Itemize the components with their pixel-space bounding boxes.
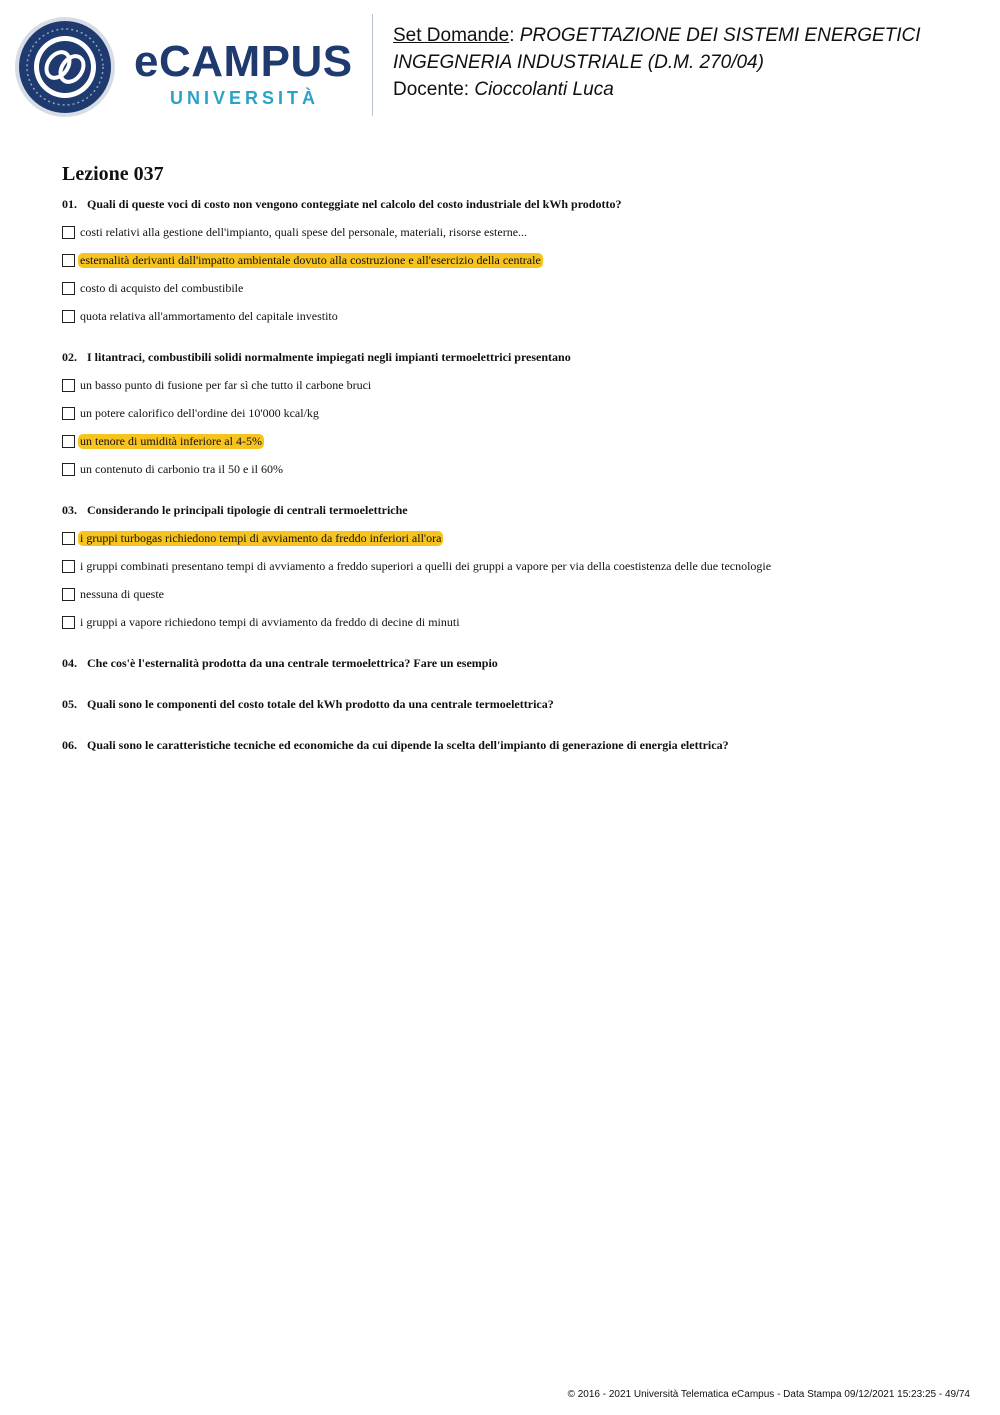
question-block (62, 655, 962, 671)
question-label: Che cos'è l'esternalità prodotta da una centrale termoelettrica? Fare un esempio (87, 656, 498, 670)
answer-text: costi relativi alla gestione dell'impianto, quali spese del personale, materiali, risorse esterne... (80, 224, 528, 239)
answer-option-correct[interactable] (62, 252, 962, 268)
answer-checkbox[interactable] (62, 588, 75, 601)
course-title: PROGETTAZIONE DEI SISTEMI ENERGETICI (519, 25, 921, 46)
answer-option-correct[interactable] (62, 433, 962, 449)
question-number: 04. (62, 656, 77, 670)
answer-option[interactable] (62, 558, 962, 574)
question-block (62, 196, 962, 324)
question-text (62, 349, 962, 365)
question-block (62, 349, 962, 477)
answer-text: i gruppi a vapore richiedono tempi di avviamento da freddo di decine di minuti (80, 614, 460, 629)
page-footer: © 2016 - 2021 Università Telematica eCampus - Data Stampa 09/12/2021 15:23:25 - 49/74 (567, 1389, 970, 1400)
answer-text: un contenuto di carbonio tra il 50 e il 60% (80, 461, 283, 476)
question-text (62, 737, 962, 753)
answer-checkbox[interactable] (62, 407, 75, 420)
set-label: Set Domande (393, 25, 510, 46)
question-block (62, 737, 962, 753)
question-text (62, 655, 962, 671)
question-number: 03. (62, 503, 77, 517)
question-text (62, 502, 962, 518)
answer-checkbox[interactable] (62, 226, 75, 239)
course-program: INGEGNERIA INDUSTRIALE (D.M. 270/04) (393, 52, 764, 73)
course-title-line1: Set Domande: PROGETTAZIONE DEI SISTEMI ENERGETICI (393, 25, 921, 46)
course-title-line2 (393, 49, 921, 76)
answer-checkbox[interactable] (62, 532, 75, 545)
question-label: I litantraci, combustibili solidi normalmente impiegati negli impianti termoelettrici presentano (87, 350, 571, 364)
answer-text-highlighted: un tenore di umidità inferiore al 4-5% (80, 433, 262, 448)
course-header (393, 22, 921, 103)
answer-checkbox[interactable] (62, 310, 75, 323)
answer-option[interactable] (62, 280, 962, 296)
university-seal-logo (14, 16, 116, 118)
question-number: 06. (62, 738, 77, 752)
question-list (62, 196, 962, 778)
answer-checkbox[interactable] (62, 254, 75, 267)
answer-text-highlighted: esternalità derivanti dall'impatto ambientale dovuto alla costruzione e all'esercizio della centrale (80, 252, 541, 267)
ecampus-logo-text: eCAMPUS (134, 37, 353, 86)
question-block (62, 696, 962, 712)
answer-option[interactable] (62, 614, 962, 630)
answer-text: costo di acquisto del combustibile (80, 280, 244, 295)
question-label: Quali sono le caratteristiche tecniche ed economiche da cui dipende la scelta dell'impianto di generazione di energia elettrica? (87, 738, 729, 752)
answer-text: i gruppi combinati presentano tempi di avviamento a freddo superiori a quelli dei gruppi a vapore per via della coestistenza delle due tecnologie (80, 558, 772, 573)
answer-option[interactable] (62, 377, 962, 393)
answer-text: quota relativa all'ammortamento del capitale investito (80, 308, 338, 323)
answer-text: un potere calorifico dell'ordine dei 10'000 kcal/kg (80, 405, 319, 420)
answer-option[interactable] (62, 405, 962, 421)
answer-checkbox[interactable] (62, 463, 75, 476)
answer-text: nessuna di queste (80, 586, 164, 601)
question-number: 02. (62, 350, 77, 364)
answer-checkbox[interactable] (62, 435, 75, 448)
answer-checkbox[interactable] (62, 560, 75, 573)
answer-option[interactable] (62, 224, 962, 240)
answer-option-correct[interactable] (62, 530, 962, 546)
teacher-label: Docente (393, 79, 464, 100)
universita-logo-text: UNIVERSITÀ (170, 88, 320, 108)
header-divider (372, 14, 373, 116)
question-number: 01. (62, 197, 77, 211)
question-label: Considerando le principali tipologie di centrali termoelettriche (87, 503, 408, 517)
answer-option[interactable] (62, 461, 962, 477)
answer-text: un basso punto di fusione per far sì che tutto il carbone bruci (80, 377, 372, 392)
lesson-title: Lezione 037 (62, 163, 164, 185)
question-number: 05. (62, 697, 77, 711)
answer-option[interactable] (62, 308, 962, 324)
teacher-line: Docente: Cioccolanti Luca (393, 79, 614, 100)
answer-text-highlighted: i gruppi turbogas richiedono tempi di avviamento da freddo inferiori all'ora (80, 530, 442, 545)
question-block (62, 502, 962, 630)
question-label: Quali sono le componenti del costo totale del kWh prodotto da una centrale termoelettrica? (87, 697, 554, 711)
question-text (62, 196, 962, 212)
answer-checkbox[interactable] (62, 282, 75, 295)
answer-checkbox[interactable] (62, 379, 75, 392)
question-text (62, 696, 962, 712)
answer-checkbox[interactable] (62, 616, 75, 629)
teacher-name: Cioccolanti Luca (474, 79, 614, 100)
answer-option[interactable] (62, 586, 962, 602)
question-label: Quali di queste voci di costo non vengono conteggiate nel calcolo del costo industriale del kWh prodotto? (87, 197, 622, 211)
